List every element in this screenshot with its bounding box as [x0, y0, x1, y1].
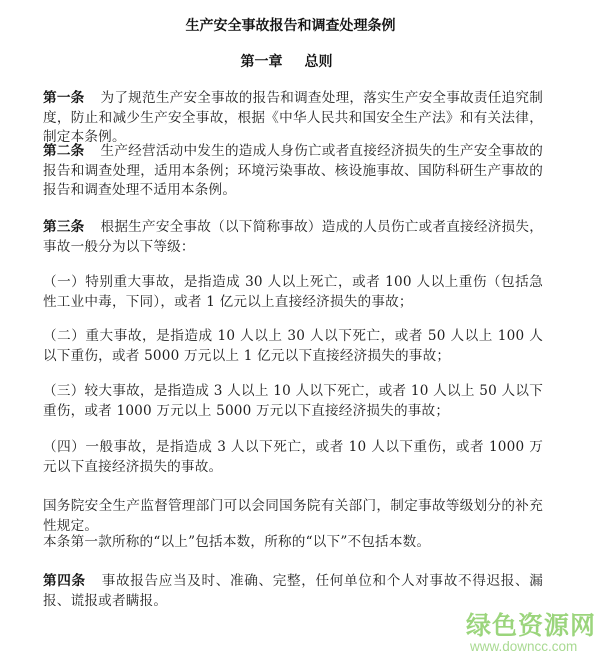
article-text: 为了规范生产安全事故的报告和调查处理，落实生产安全事故责任追究制度，防止和减少生产安全事故，根据《中华人民共和国安全生产法》和有关法律，制定本条例。 [43, 90, 543, 145]
article-label: 第三条 [43, 219, 85, 235]
article-3 [43, 218, 543, 257]
accident-level-item-2: （二）重大事故，是指造成 10 人以上 30 人以下死亡，或者 50 人以上 100 人以下重伤，或者 5000 万元以上 1 亿元以下直接经济损失的事故； [43, 328, 543, 364]
watermark-site-name: 绿色资源网 [466, 611, 597, 640]
chapter-name: 总则 [304, 54, 333, 70]
article-text: 事故报告应当及时、准确、完整，任何单位和个人对事故不得迟报、漏报、谎报或者瞒报。 [43, 573, 543, 609]
article-text: 根据生产安全事故（以下简称事故）造成的人员伤亡或者直接经济损失，事故一般分为以下等级： [43, 219, 543, 255]
article-label: 第一条 [43, 90, 85, 106]
article-1 [43, 89, 543, 148]
article-text: 生产经营活动中发生的造成人身伤亡或者直接经济损失的生产安全事故的报告和调查处理，适用本条例；环境污染事故、核设施事故、国防科研生产事故的报告和调查处理不适用本条例。 [43, 143, 543, 198]
chapter-number: 第一章 [240, 54, 283, 70]
document-title: 生产安全事故报告和调查处理条例 [185, 18, 396, 34]
accident-level-item-3: （三）较大事故，是指造成 3 人以上 10 人以下死亡，或者 10 人以上 50 人以下重伤，或者 1000 万元以上 5000 万元以下直接经济损失的事故； [43, 383, 543, 419]
article-2 [43, 142, 543, 201]
accident-level-item-4: （四）一般事故，是指造成 3 人以下死亡，或者 10 人以下重伤，或者 1000 万元以下直接经济损失的事故。 [43, 439, 543, 475]
article-4 [43, 572, 543, 611]
watermark-url: www.downcc.com [470, 639, 578, 654]
site-watermark [466, 612, 601, 654]
article-label: 第二条 [43, 143, 85, 159]
chapter-heading [0, 52, 587, 72]
article-label: 第四条 [43, 573, 86, 589]
article-3-note-2: 本条第一款所称的“以上”包括本数，所称的“以下”不包括本数。 [43, 534, 431, 550]
article-3-note-1: 国务院安全生产监督管理部门可以会同国务院有关部门，制定事故等级划分的补充性规定。 [43, 498, 543, 534]
accident-level-item-1: （一）特别重大事故，是指造成 30 人以上死亡，或者 100 人以上重伤（包括急性工业中毒，下同），或者 1 亿元以上直接经济损失的事故； [43, 274, 543, 310]
